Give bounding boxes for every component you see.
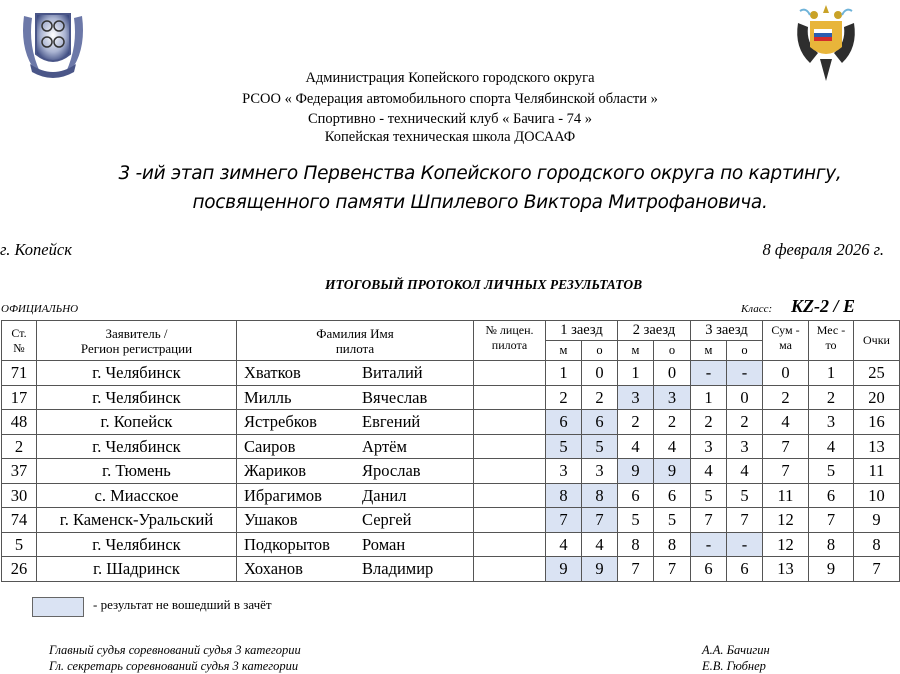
region-cell: г. Челябинск — [37, 385, 237, 410]
header-text: Ст. — [11, 325, 27, 340]
race1-o-cell: 7 — [582, 508, 618, 533]
race2-o-cell: 7 — [654, 557, 691, 582]
race1-m-cell: 9 — [546, 557, 582, 582]
race3-o-cell: - — [727, 532, 763, 557]
race2-o-cell: 4 — [654, 434, 691, 459]
pilot-name-cell — [237, 459, 474, 484]
race1-o-cell: 4 — [582, 532, 618, 557]
race2-m-cell: 1 — [618, 361, 654, 386]
header-race2-o: о — [654, 341, 691, 361]
header-race3-m: м — [691, 341, 727, 361]
race2-o-cell: 8 — [654, 532, 691, 557]
place-cell: 1 — [809, 361, 854, 386]
race1-m-cell: 8 — [546, 483, 582, 508]
race2-o-cell: 0 — [654, 361, 691, 386]
pilot-firstname: Евгений — [362, 412, 421, 432]
license-cell — [474, 361, 546, 386]
start-number-cell: 37 — [2, 459, 37, 484]
race1-m-cell: 5 — [546, 434, 582, 459]
license-cell — [474, 385, 546, 410]
race2-o-cell: 6 — [654, 483, 691, 508]
place-cell: 3 — [809, 410, 854, 435]
sum-cell: 11 — [763, 483, 809, 508]
header-text: пилота — [491, 338, 528, 352]
header-federation: РСОО « Федерация автомобильного спорта Челябинской области » — [242, 91, 658, 107]
race3-o-cell: 7 — [727, 508, 763, 533]
pilot-name-cell — [237, 385, 474, 410]
race1-o-cell: 5 — [582, 434, 618, 459]
sum-cell: 12 — [763, 532, 809, 557]
pilot-surname: Хоханов — [244, 559, 303, 579]
race3-o-cell: 3 — [727, 434, 763, 459]
table-header-row — [2, 321, 900, 341]
table-row — [2, 557, 900, 582]
race2-m-cell: 3 — [618, 385, 654, 410]
sum-cell: 13 — [763, 557, 809, 582]
pilot-name-cell — [237, 410, 474, 435]
race3-m-cell: 7 — [691, 508, 727, 533]
sum-cell: 7 — [763, 459, 809, 484]
race1-o-cell: 9 — [582, 557, 618, 582]
header-sum — [763, 321, 809, 361]
race3-m-cell: 2 — [691, 410, 727, 435]
race1-o-cell: 0 — [582, 361, 618, 386]
table-row — [2, 459, 900, 484]
pilot-name-cell — [237, 483, 474, 508]
header-administration: Администрация Копейского городского округа — [305, 70, 595, 86]
event-place: г. Копейск — [0, 240, 72, 259]
header-text: ма — [779, 338, 792, 352]
race2-o-cell: 2 — [654, 410, 691, 435]
race2-m-cell: 7 — [618, 557, 654, 582]
header-text: Сум - — [771, 323, 800, 337]
header-race-2: 2 заезд — [618, 321, 691, 341]
license-cell — [474, 557, 546, 582]
sum-cell: 4 — [763, 410, 809, 435]
license-cell — [474, 483, 546, 508]
race3-m-cell: 6 — [691, 557, 727, 582]
header-text: Регион регистрации — [80, 340, 193, 356]
protocol-title: ИТОГОВЫЙ ПРОТОКОЛ ЛИЧНЫХ РЕЗУЛЬТАТОВ — [325, 277, 643, 292]
race2-o-cell: 9 — [654, 459, 691, 484]
pilot-name-cell — [237, 361, 474, 386]
pilot-name-cell — [237, 508, 474, 533]
race2-m-cell: 6 — [618, 483, 654, 508]
region-cell: г. Челябинск — [37, 361, 237, 386]
pilot-name-cell — [237, 557, 474, 582]
license-cell — [474, 434, 546, 459]
race1-o-cell: 6 — [582, 410, 618, 435]
race1-m-cell: 3 — [546, 459, 582, 484]
header-start-number — [2, 321, 37, 361]
race3-m-cell: 3 — [691, 434, 727, 459]
race3-o-cell: 0 — [727, 385, 763, 410]
race3-m-cell: 4 — [691, 459, 727, 484]
race1-m-cell: 4 — [546, 532, 582, 557]
header-race3-o: о — [727, 341, 763, 361]
header-text: № лицен. — [485, 323, 534, 337]
class-value: KZ-2 / E — [791, 296, 856, 316]
header-race2-m: м — [618, 341, 654, 361]
region-cell: г. Челябинск — [37, 434, 237, 459]
race1-o-cell: 2 — [582, 385, 618, 410]
region-cell: г. Копейск — [37, 410, 237, 435]
legend-swatch — [32, 597, 84, 617]
place-cell: 8 — [809, 532, 854, 557]
license-cell — [474, 459, 546, 484]
pilot-surname: Саиров — [244, 436, 296, 456]
header-race-3: 3 заезд — [691, 321, 763, 341]
pilot-firstname: Владимир — [362, 559, 434, 579]
legend-text: - результат не вошедший в зачёт — [93, 597, 272, 612]
sum-cell: 12 — [763, 508, 809, 533]
license-cell — [474, 410, 546, 435]
region-cell: г. Челябинск — [37, 532, 237, 557]
region-cell: г. Каменск-Уральский — [37, 508, 237, 533]
race1-m-cell: 1 — [546, 361, 582, 386]
points-cell: 16 — [854, 410, 900, 435]
race1-o-cell: 3 — [582, 459, 618, 484]
place-cell: 7 — [809, 508, 854, 533]
header-points: Очки — [854, 321, 900, 361]
header-text: № — [13, 340, 25, 355]
race2-m-cell: 4 — [618, 434, 654, 459]
pilot-firstname: Вячеслав — [362, 387, 428, 407]
region-cell: с. Миасское — [37, 483, 237, 508]
region-cell: г. Шадринск — [37, 557, 237, 582]
race3-o-cell: 4 — [727, 459, 763, 484]
race1-o-cell: 8 — [582, 483, 618, 508]
points-cell: 25 — [854, 361, 900, 386]
start-number-cell: 5 — [2, 532, 37, 557]
points-cell: 20 — [854, 385, 900, 410]
header-text: то — [825, 338, 837, 352]
start-number-cell: 71 — [2, 361, 37, 386]
sum-cell: 0 — [763, 361, 809, 386]
points-cell: 10 — [854, 483, 900, 508]
race1-m-cell: 7 — [546, 508, 582, 533]
header-license — [474, 321, 546, 361]
table-row — [2, 361, 900, 386]
points-cell: 13 — [854, 434, 900, 459]
pilot-firstname: Виталий — [362, 363, 423, 383]
table-row — [2, 434, 900, 459]
race3-m-cell: - — [691, 532, 727, 557]
race3-o-cell: - — [727, 361, 763, 386]
header-text: Заявитель / — [105, 325, 168, 341]
race2-m-cell: 2 — [618, 410, 654, 435]
race3-m-cell: 5 — [691, 483, 727, 508]
start-number-cell: 48 — [2, 410, 37, 435]
pilot-firstname: Роман — [362, 534, 406, 554]
start-number-cell: 2 — [2, 434, 37, 459]
class-label: Класс: — [741, 303, 773, 315]
header-entrant — [37, 321, 237, 361]
region-cell: г. Тюмень — [37, 459, 237, 484]
pilot-surname: Ушаков — [244, 510, 298, 530]
table-row — [2, 385, 900, 410]
license-cell — [474, 532, 546, 557]
pilot-name-cell — [237, 532, 474, 557]
race3-o-cell: 6 — [727, 557, 763, 582]
points-cell: 7 — [854, 557, 900, 582]
pilot-surname: Хватков — [244, 363, 301, 383]
points-cell: 9 — [854, 508, 900, 533]
header-text: Фамилия Имя — [316, 325, 394, 341]
pilot-surname: Ястребков — [244, 412, 317, 432]
header-place — [809, 321, 854, 361]
race3-m-cell: 1 — [691, 385, 727, 410]
place-cell: 2 — [809, 385, 854, 410]
header-text: пилота — [335, 340, 375, 356]
pilot-name-cell — [237, 434, 474, 459]
header-race1-o: о — [582, 341, 618, 361]
race2-o-cell: 5 — [654, 508, 691, 533]
start-number-cell: 74 — [2, 508, 37, 533]
start-number-cell: 30 — [2, 483, 37, 508]
race3-m-cell: - — [691, 361, 727, 386]
race1-m-cell: 6 — [546, 410, 582, 435]
event-title-line2: посвященного памяти Шпилевого Виктора Митрофановича. — [192, 192, 768, 213]
place-cell: 4 — [809, 434, 854, 459]
place-cell: 9 — [809, 557, 854, 582]
start-number-cell: 26 — [2, 557, 37, 582]
header-race-1: 1 заезд — [546, 321, 618, 341]
pilot-surname: Подкорытов — [244, 534, 330, 554]
chief-judge-name: А.А. Бачигин — [702, 643, 770, 657]
points-cell: 11 — [854, 459, 900, 484]
race2-m-cell: 8 — [618, 532, 654, 557]
race2-m-cell: 9 — [618, 459, 654, 484]
header-school: Копейская техническая школа ДОСААФ — [324, 129, 576, 145]
table-row — [2, 483, 900, 508]
race2-o-cell: 3 — [654, 385, 691, 410]
header-text: Мес - — [816, 323, 846, 337]
pilot-firstname: Ярослав — [362, 461, 421, 481]
official-status: ОФИЦИАЛЬНО — [1, 303, 79, 315]
secretary-role: Гл. секретарь соревнований судья 3 категории — [49, 659, 299, 673]
race3-o-cell: 2 — [727, 410, 763, 435]
pilot-surname: Ибрагимов — [244, 485, 322, 505]
header-race1-m: м — [546, 341, 582, 361]
race1-m-cell: 2 — [546, 385, 582, 410]
pilot-surname: Жариков — [244, 461, 306, 481]
place-cell: 6 — [809, 483, 854, 508]
table-row — [2, 532, 900, 557]
points-cell: 8 — [854, 532, 900, 557]
place-cell: 5 — [809, 459, 854, 484]
pilot-firstname: Артём — [362, 436, 407, 456]
pilot-firstname: Сергей — [362, 510, 412, 530]
table-row — [2, 410, 900, 435]
start-number-cell: 17 — [2, 385, 37, 410]
table-row — [2, 508, 900, 533]
event-date: 8 февраля 2026 г. — [762, 240, 884, 259]
chief-judge-role: Главный судья соревнований судья 3 категории — [49, 643, 301, 657]
secretary-name: Е.В. Гюбнер — [702, 659, 766, 673]
event-title-line1: 3 -ий этап зимнего Первенства Копейского городского округа по картингу, — [118, 163, 842, 184]
pilot-surname: Милль — [244, 387, 292, 407]
race3-o-cell: 5 — [727, 483, 763, 508]
header-pilot — [237, 321, 474, 361]
sum-cell: 7 — [763, 434, 809, 459]
sum-cell: 2 — [763, 385, 809, 410]
race2-m-cell: 5 — [618, 508, 654, 533]
header-club: Спортивно - технический клуб « Бачига - 74 » — [307, 111, 593, 127]
license-cell — [474, 508, 546, 533]
pilot-firstname: Данил — [362, 485, 407, 505]
results-table — [1, 320, 900, 582]
